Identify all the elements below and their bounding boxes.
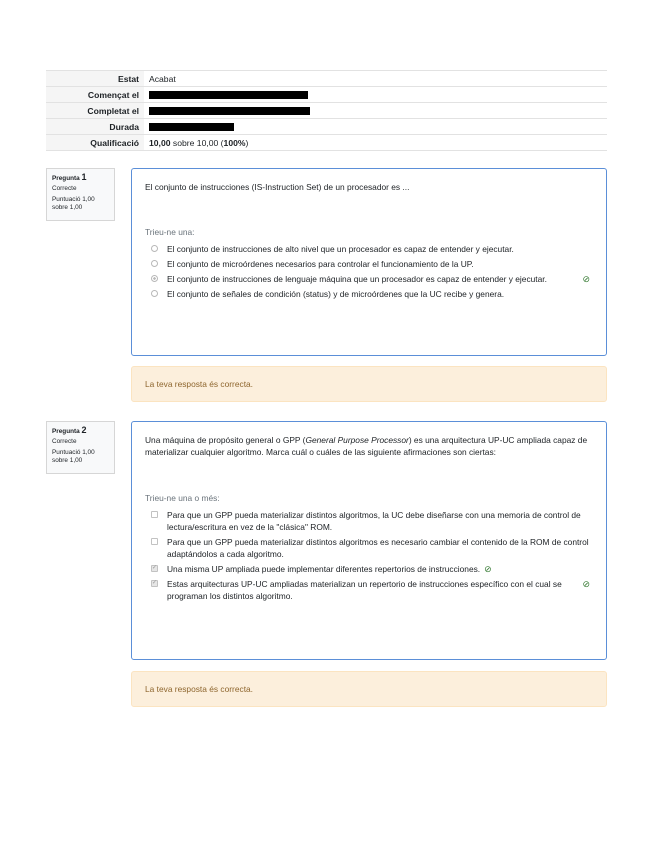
question-1-prompt: Trieu-ne una: (145, 227, 195, 237)
question-2-info (46, 421, 115, 474)
question-1-grade: Puntuació 1,00 sobre 1,00 (52, 195, 95, 212)
started-label: Començat el (46, 87, 144, 103)
question-2-content (131, 421, 607, 660)
check-circle-icon: ⊘ (582, 579, 590, 589)
redacted-completed (149, 107, 310, 115)
check-circle-icon: ⊘ (484, 564, 492, 574)
question-2-answer-d[interactable]: ✓ Estas arquitecturas UP-UC ampliadas materializan un repertorio de instrucciones específico con el cual se programan los distintos algoritmo. ⊘ (152, 579, 590, 601)
question-1-content (131, 168, 607, 356)
question-1-answer-b[interactable]: El conjunto de microórdenes necesarios para controlar el funcionamiento de la UP. (145, 258, 594, 270)
question-2-grade: Puntuació 1,00 sobre 1,00 (52, 448, 95, 465)
redacted-started (149, 91, 308, 99)
status-value: Acabat (144, 71, 607, 87)
check-circle-icon: ⊘ (582, 274, 590, 284)
attempt-summary (46, 70, 607, 151)
radio-d[interactable] (151, 290, 158, 297)
question-2-prompt: Trieu-ne una o més: (145, 493, 220, 503)
question-1-feedback: La teva resposta és correcta. (131, 366, 607, 402)
checkbox-c-checked[interactable]: ✓ (152, 565, 158, 571)
question-1-state: Correcte (52, 185, 77, 193)
checkbox-a[interactable] (151, 511, 158, 518)
question-2-number: Pregunta 2 (52, 425, 87, 435)
question-1-answer-c[interactable]: El conjunto de instrucciones de lenguaje máquina que un procesador es capaz de entender y ejecutar. ⊘ (145, 273, 594, 285)
question-2-answer-c[interactable]: ✓ Una misma UP ampliada puede implementar diferentes repertorios de instrucciones. ⊘ (152, 564, 492, 574)
radio-b[interactable] (151, 260, 158, 267)
checkbox-d-checked[interactable]: ✓ (152, 580, 158, 586)
grade-label: Qualificació (46, 135, 144, 151)
question-1-answer-d[interactable]: El conjunto de señales de condición (status) y de microórdenes que la UC recibe y genera. (145, 288, 594, 300)
redacted-duration (149, 123, 234, 131)
radio-c-selected[interactable] (151, 275, 158, 282)
question-2-feedback: La teva resposta és correcta. (131, 671, 607, 707)
duration-label: Durada (46, 119, 144, 135)
question-1-answer-a[interactable]: El conjunto de instrucciones de alto nivel que un procesador es capaz de entender y ejecutar. (145, 243, 594, 255)
question-2-answer-b[interactable]: Para que un GPP pueda materializar distintos algoritmos es necesario cambiar el contenido de la ROM de control adaptándolos a cada algoritmo. (145, 536, 594, 560)
question-2-answer-a[interactable]: Para que un GPP pueda materializar distintos algoritmos, la UC debe diseñarse con una memoria de control de lectura/escritura en vez de la "clásica" ROM. (145, 509, 594, 533)
checkbox-b[interactable] (151, 538, 158, 545)
status-label: Estat (46, 71, 144, 87)
question-1-info (46, 168, 115, 221)
grade-value: 10,00 sobre 10,00 (100%) (144, 135, 607, 151)
completed-label: Completat el (46, 103, 144, 119)
question-1-text: El conjunto de instrucciones (IS-Instruction Set) de un procesador es ... (145, 182, 410, 192)
question-2-text: Una máquina de propósito general o GPP (General Purpose Processor) es una arquitectura UP-UC ampliada capaz de materializar cualquier algoritmo. Marca cuál o cuáles de las siguiente afirmaciones son ciertas: (145, 435, 588, 457)
radio-a[interactable] (151, 245, 158, 252)
question-2-state: Correcte (52, 438, 77, 446)
question-1-number: Pregunta 1 (52, 172, 87, 182)
